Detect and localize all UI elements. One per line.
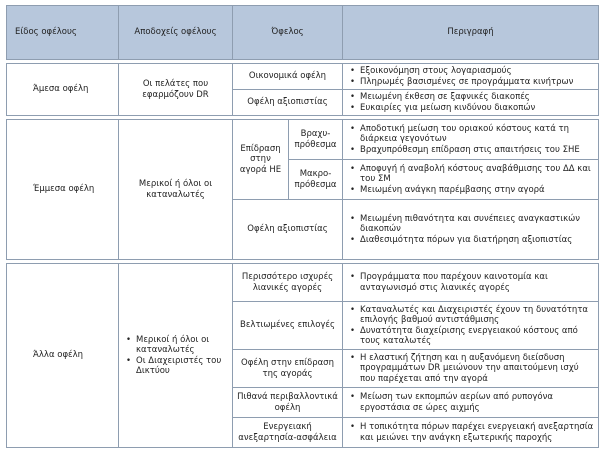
benefit-name: Οφέλη στην επίδραση της αγοράς — [233, 350, 343, 388]
short-term-label: Βραχυ-πρόθεσμα — [289, 120, 343, 160]
type-other: Άλλα οφέλη — [7, 264, 119, 448]
benefit-description — [343, 388, 599, 418]
benefit-name: Βελτιωμένες επιλογές — [233, 302, 343, 350]
list-item: • Δυνατότητα διαχείρισης ενεργειακού κόστους από τους καταλωτές — [360, 326, 595, 347]
list-item: • Αποδοτική μείωση του οριακού κόστους κατά τη διάρκεια γεγονότων — [360, 124, 595, 145]
benefit-description — [343, 418, 599, 448]
list-item: • Η ελαστική ζήτηση και η αυξανόμενη διείσδυση προγραμμάτων DR μειώνουν την απαιτούμενη ισχύ που παρέχεται από την αγορά — [360, 353, 595, 385]
recipients-direct: Οι πελάτες που εφαρμόζουν DR — [119, 64, 233, 116]
benefit-description — [343, 160, 599, 200]
list-item: • Οι Διαχειριστές του Δικτύου — [136, 356, 229, 377]
list-item: • Μειωμένη έκθεση σε ξαφνικές διακοπές — [360, 92, 595, 103]
list-item: • Η τοπικότητα πόρων παρέχει ενεργειακή ανεξαρτησία και μειώνει την ανάγκη εξωτερικής παροχής — [360, 422, 595, 443]
list-item: • Προγράμματα που παρέχουν καινοτομία και ανταγωνισμό στις λιανικές αγορές — [360, 272, 595, 293]
type-direct: Άμεσα οφέλη — [7, 64, 119, 116]
list-item: • Αποφυγή ή αναβολή κόστους αναβάθμισης του ΔΔ και του ΣΜ — [360, 164, 595, 185]
benefit-description — [343, 264, 599, 302]
benefits-table — [6, 5, 599, 448]
benefit-name: Ενεργειακή ανεξαρτησία-ασφάλεια — [233, 418, 343, 448]
benefit-name: Οικονομικά οφέλη — [233, 64, 343, 90]
type-indirect: Έμμεσα οφέλη — [7, 120, 119, 260]
list-item: • Διαθεσιμότητα πόρων για διατήρηση αξιοπιστίας — [360, 235, 595, 246]
list-item: • Πληρωμές βασισμένες σε προγράμματα κινήτρων — [360, 77, 595, 88]
benefit-description — [343, 90, 599, 116]
recipients-other — [119, 264, 233, 448]
benefit-name: Οφέλη αξιοπιστίας — [233, 90, 343, 116]
benefit-description — [343, 350, 599, 388]
header-benefit: Όφελος — [233, 6, 343, 60]
list-item: • Μειωμένη πιθανότητα και συνέπειες αναγκαστικών διακοπών — [360, 214, 595, 235]
list-item: • Μείωση των εκπομπών αερίων από ρυπογόνα εργοστάσια σε ώρες αιχμής — [360, 392, 595, 413]
header-description: Περιγραφή — [343, 6, 599, 60]
benefits-table-document — [6, 5, 598, 465]
recipients-indirect: Μερικοί ή όλοι οι καταναλωτές — [119, 120, 233, 260]
list-item: • Βραχυπρόθεσμη επίδραση στις απαιτήσεις του ΣΗΕ — [360, 145, 595, 156]
table-row — [7, 264, 599, 302]
header-row — [7, 6, 599, 60]
benefit-description — [343, 200, 599, 260]
list-item: • Εξοικονόμηση στους λογαριασμούς — [360, 66, 595, 77]
benefit-name: Περισσότερο ισχυρές λιανικές αγορές — [233, 264, 343, 302]
header-recipients: Αποδοχείς οφέλους — [119, 6, 233, 60]
long-term-label: Μακρο-πρόθεσμα — [289, 160, 343, 200]
benefit-name: Πιθανά περιβαλλοντικά οφέλη — [233, 388, 343, 418]
benefit-description — [343, 302, 599, 350]
market-effect-label: Επίδραση στην αγορά ΗΕ — [233, 120, 289, 200]
list-item: • Καταναλωτές και Διαχειριστές έχουν τη δυνατότητα επιλογής βαθμού αντιστάθμισης — [360, 305, 595, 326]
list-item: • Μειωμένη ανάγκη παρέμβασης στην αγορά — [360, 185, 595, 196]
header-benefit-type: Είδος οφέλους — [7, 6, 119, 60]
list-item: • Ευκαιρίες για μείωση κινδύνου διακοπών — [360, 103, 595, 114]
benefit-name: Οφέλη αξιοπιστίας — [233, 200, 343, 260]
table-row — [7, 64, 599, 90]
list-item: • Μερικοί ή όλοι οι καταναλωτές — [136, 335, 229, 356]
benefit-description — [343, 64, 599, 90]
table-row — [7, 120, 599, 160]
benefit-description — [343, 120, 599, 160]
